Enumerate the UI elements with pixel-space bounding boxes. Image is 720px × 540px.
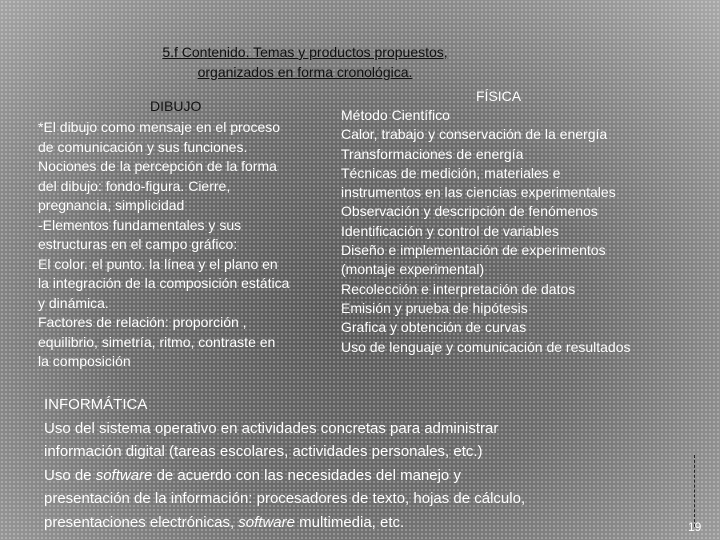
- informatica-line-5-start: presentaciones electrónicas,: [44, 513, 239, 531]
- list-item: Recolección e interpretación de datos: [341, 280, 576, 297]
- page-divider: [694, 455, 695, 527]
- informatica-section: [44, 393, 644, 534]
- slide-title-line-2: organizados en forma cronológica.: [197, 64, 413, 80]
- informatica-line-2: información digital (tareas escolares, actividades personales, etc.): [44, 443, 483, 460]
- list-item: Uso de lenguaje y comunicación de resultados: [341, 338, 631, 355]
- list-item: Técnicas de medición, materiales e: [341, 164, 561, 181]
- informatica-line-3-start: Uso de: [44, 466, 96, 484]
- list-item: Método Científico: [341, 107, 450, 123]
- informatica-line-4: presentación de la información: procesadores de texto, hojas de cálculo,: [44, 490, 526, 507]
- list-item: Grafica y obtención de curvas: [341, 319, 527, 336]
- list-item: Identificación y control de variables: [341, 222, 559, 239]
- software-term: software: [95, 466, 153, 484]
- list-item: Calor, trabajo y conservación de la energía: [341, 126, 608, 143]
- fisica-heading: FÍSICA: [476, 88, 522, 104]
- list-item: Observación y descripción de fenómenos: [341, 203, 598, 220]
- software-term: software: [238, 513, 295, 531]
- informatica-line-1: Uso del sistema operativo en actividades concretas para administrar: [44, 419, 499, 437]
- list-item: Emisión y prueba de hipótesis: [341, 299, 528, 316]
- list-item: (montaje experimental): [341, 261, 485, 278]
- informatica-line-5: [44, 511, 644, 535]
- list-item: instrumentos en las ciencias experimentales: [341, 184, 616, 201]
- dibujo-heading: DIBUJO: [150, 98, 202, 114]
- list-item: Transformaciones de energía: [341, 145, 524, 162]
- slide-title-line-1: 5.f Contenido. Temas y productos propuestos,: [162, 44, 448, 60]
- list-item: Diseño e implementación de experimentos: [341, 242, 606, 259]
- page-number: 19: [688, 520, 702, 534]
- informatica-line-5-end: multimedia, etc.: [294, 513, 405, 531]
- fisica-topic-list: [341, 106, 701, 357]
- dibujo-body-text: *El dibujo como mensaje en el proceso de comunicación y sus funciones. Nociones de la percepción de la forma del dibujo: fondo-figura. Cierre, pregnancia, simplicidad -Elementos fundamentales y sus estructuras en el campo gráfico: El color. el punto. la línea y el plano en la integración de la composición estática y dinámica. Factores de relación: proporción , equilibrio, simetría, ritmo, contraste en la composición: [38, 119, 290, 369]
- informatica-line-3: [44, 464, 644, 488]
- informatica-heading: INFORMÁTICA: [44, 396, 148, 413]
- informatica-line-3-end: de acuerdo con las necesidades del manejo y: [152, 466, 461, 484]
- slide-title: [0, 42, 610, 82]
